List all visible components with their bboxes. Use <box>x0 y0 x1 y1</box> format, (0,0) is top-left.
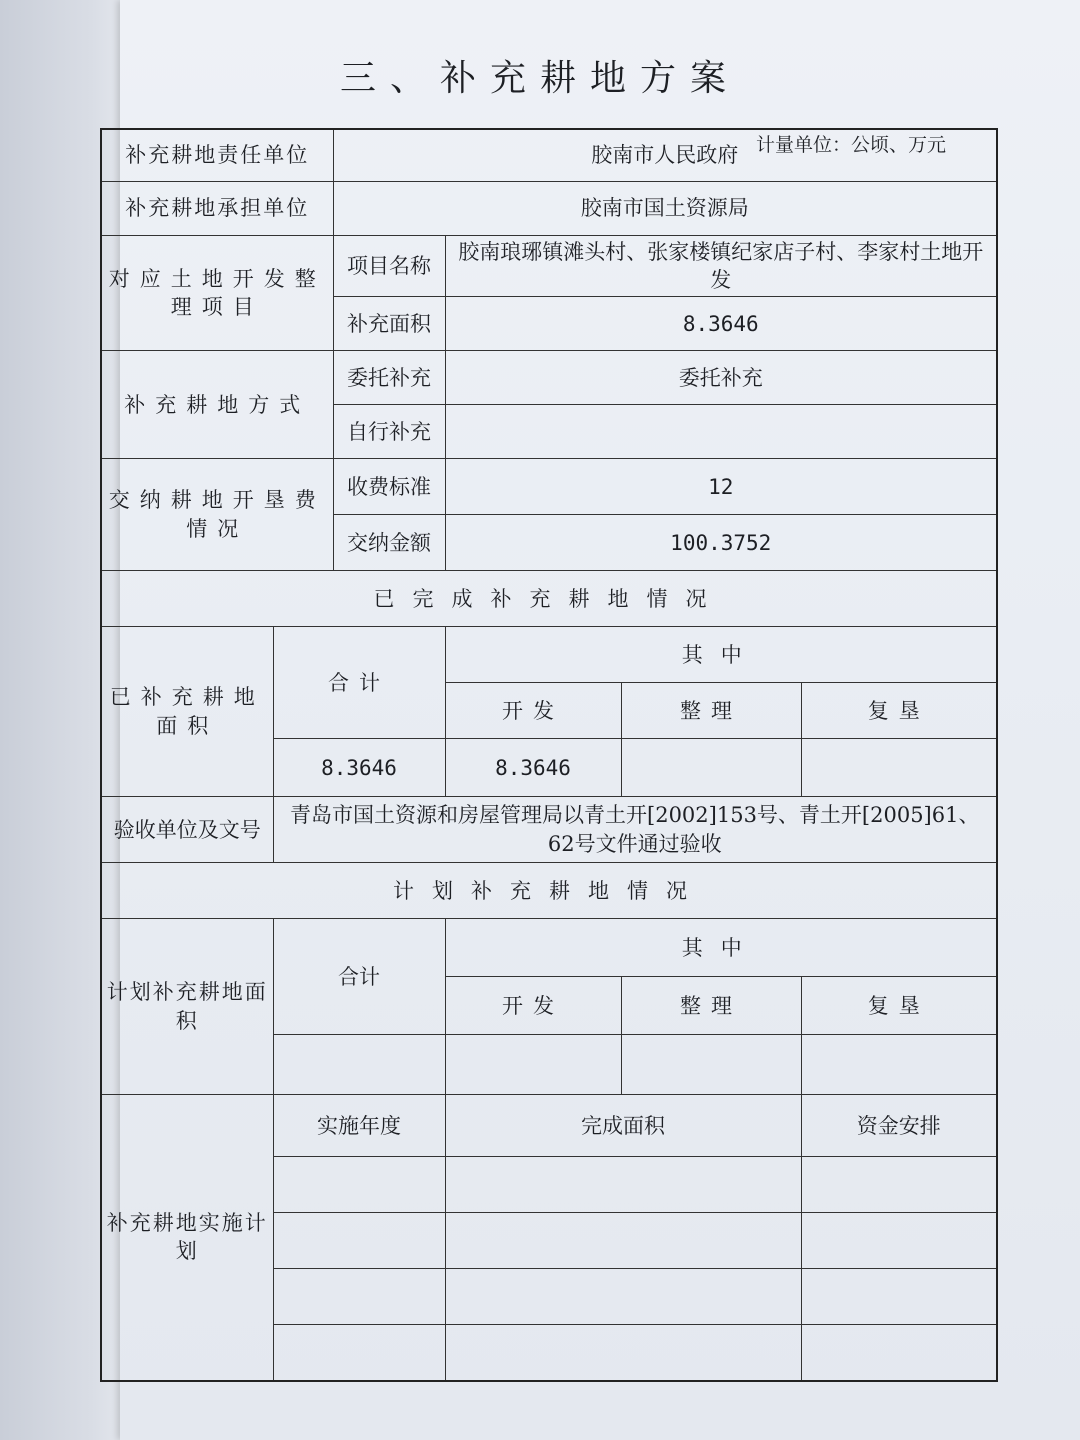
planned-rec-header: 复垦 <box>801 977 997 1035</box>
label-responsible-unit: 补充耕地责任单位 <box>101 129 333 181</box>
label-completed-area: 已补充耕地面积 <box>101 627 273 797</box>
planned-dev-value <box>445 1035 621 1095</box>
document-title: 三、补充耕地方案 <box>339 58 740 99</box>
unit-note: 计量单位：公顷、万元 <box>755 134 946 156</box>
completed-arr-value <box>621 739 801 797</box>
implementation-year-cell <box>273 1213 445 1269</box>
value-self <box>445 405 997 459</box>
row-project-name <box>101 235 997 297</box>
implementation-area-cell <box>445 1269 801 1325</box>
value-acceptance: 青岛市国土资源和房屋管理局以青土开[2002]153号、青土开[2005]61、62号文件通过验收 <box>273 797 997 863</box>
implementation-funds-header: 资金安排 <box>801 1095 997 1157</box>
value-project-name: 胶南琅琊镇滩头村、张家楼镇纪家店子村、李家村土地开发 <box>445 235 997 297</box>
value-project-area: 8.3646 <box>445 297 997 351</box>
label-fee-standard: 收费标准 <box>333 459 445 515</box>
label-implementation: 补充耕地实施计划 <box>101 1095 273 1381</box>
implementation-funds-cell <box>801 1269 997 1325</box>
completed-total-value: 8.3646 <box>273 739 445 797</box>
completed-dev-value: 8.3646 <box>445 739 621 797</box>
planned-of-which-header: 其中 <box>445 919 997 977</box>
value-undertaking-unit: 胶南市国土资源局 <box>333 181 997 235</box>
planned-total-value <box>273 1035 445 1095</box>
implementation-funds-cell <box>801 1325 997 1381</box>
row-planned-section <box>101 863 997 919</box>
completed-total-header: 合计 <box>273 627 445 739</box>
label-project-area: 补充面积 <box>333 297 445 351</box>
value-fee-standard: 12 <box>445 459 997 515</box>
planned-rec-value <box>801 1035 997 1095</box>
row-fee-standard <box>101 459 997 515</box>
row-responsible-unit <box>101 129 997 181</box>
planned-arr-value <box>621 1035 801 1095</box>
value-fee-amount: 100.3752 <box>445 515 997 571</box>
implementation-year-header: 实施年度 <box>273 1095 445 1157</box>
row-undertaking-unit <box>101 181 997 235</box>
completed-of-which-header: 其中 <box>445 627 997 683</box>
label-fee: 交纳耕地开垦费情况 <box>101 459 333 571</box>
row-planned-header-1 <box>101 919 997 977</box>
label-project: 对应土地开发整理项目 <box>101 235 333 351</box>
implementation-year-cell <box>273 1157 445 1213</box>
completed-rec-header: 复垦 <box>801 683 997 739</box>
implementation-area-cell <box>445 1213 801 1269</box>
completed-rec-value <box>801 739 997 797</box>
label-planned-area: 计划补充耕地面积 <box>101 919 273 1095</box>
label-undertaking-unit: 补充耕地承担单位 <box>101 181 333 235</box>
implementation-area-header: 完成面积 <box>445 1095 801 1157</box>
implementation-year-cell <box>273 1325 445 1381</box>
implementation-area-cell <box>445 1157 801 1213</box>
row-method-entrusted <box>101 351 997 405</box>
row-acceptance <box>101 797 997 863</box>
label-acceptance: 验收单位及文号 <box>101 797 273 863</box>
value-entrusted: 委托补充 <box>445 351 997 405</box>
label-method: 补充耕地方式 <box>101 351 333 459</box>
row-completed-section <box>101 571 997 627</box>
label-entrusted: 委托补充 <box>333 351 445 405</box>
value-responsible-unit: 胶南市人民政府 <box>333 129 997 181</box>
completed-arr-header: 整理 <box>621 683 801 739</box>
label-fee-amount: 交纳金额 <box>333 515 445 571</box>
planned-total-header: 合计 <box>273 919 445 1035</box>
implementation-year-cell <box>273 1269 445 1325</box>
planned-section-title: 计划补充耕地情况 <box>101 863 997 919</box>
row-completed-header-1 <box>101 627 997 683</box>
implementation-area-cell <box>445 1325 801 1381</box>
label-self: 自行补充 <box>333 405 445 459</box>
completed-section-title: 已完成补充耕地情况 <box>101 571 997 627</box>
row-implementation-header <box>101 1095 997 1157</box>
planned-arr-header: 整理 <box>621 977 801 1035</box>
completed-dev-header: 开发 <box>445 683 621 739</box>
implementation-funds-cell <box>801 1213 997 1269</box>
label-project-name: 项目名称 <box>333 235 445 297</box>
planned-dev-header: 开发 <box>445 977 621 1035</box>
implementation-funds-cell <box>801 1157 997 1213</box>
land-supplement-form <box>100 128 998 1382</box>
